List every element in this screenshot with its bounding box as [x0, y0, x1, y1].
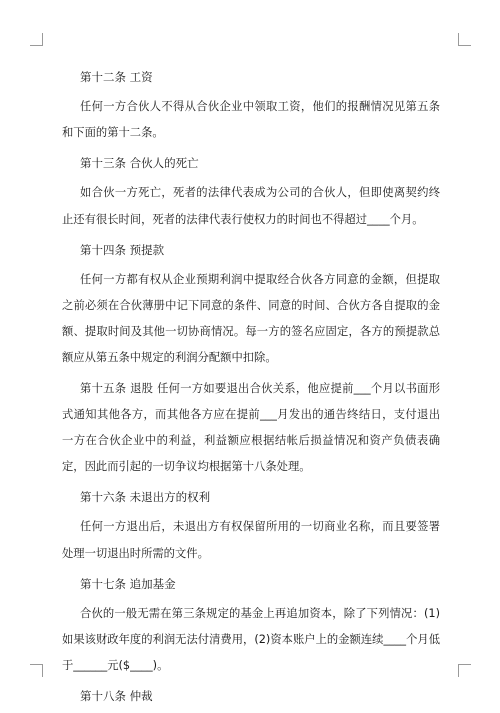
- article-12-heading: 第十二条 工资: [80, 70, 153, 84]
- document-page: [62, 64, 440, 713]
- article-12-body: 任何一方合伙人不得从合伙企业中领取工资，他们的报酬情况见第五条和下面的第十二条。: [62, 100, 440, 140]
- article-13-body: 如合伙一方死亡，死者的法律代表成为公司的合伙人，但即使离契约终止还有很长时间，死者的法律代表行使权力的时间也不得超过____个月。: [62, 186, 440, 226]
- article-17-body: 合伙的一般无需在第三条规定的基金上再追加资本，除了下列情况：(1)如果该财政年度的利润无法付清费用，(2)资本账户上的金额连续____个月低于______元($____)。: [62, 606, 440, 673]
- article-15-body: 第十五条 退股 任何一方如要退出合伙关系，他应提前___个月以书面形式通知其他各方，而其他各方应在提前___月发出的通告终结日，支付退出一方在合伙企业中的利益，利益额应根据结帐后损益情况和资产负债表确定，因此而引起的一切争议均根据第十八条处理。: [62, 381, 440, 474]
- article-14-heading: 第十四条 预提款: [80, 242, 165, 257]
- article-14-body: 任何一方都有权从企业预期利润中提取经合伙各方同意的金额，但提取之前必须在合伙薄册中记下同意的条件、同意的时间、合伙方各自提取的金额、提取时间及其他一切协商情况。每一方的签名应固定，各方的预提款总额应从第五条中规定的利润分配额中扣除。: [62, 272, 440, 365]
- crop-mark-bottom-right: [458, 664, 471, 677]
- article-18-heading: 第十八条 仲裁: [80, 689, 153, 704]
- crop-mark-top-right: [458, 33, 471, 46]
- crop-mark-top-left: [30, 33, 43, 46]
- article-16-heading: 第十六条 未退出方的权利: [80, 490, 211, 505]
- crop-mark-bottom-left: [30, 664, 43, 677]
- article-16-body: 任何一方退出后，未退出方有权保留所用的一切商业名称，而且要签署处理一切退出时所需的文件。: [62, 520, 440, 560]
- article-13-heading: 第十三条 合伙人的死亡: [80, 156, 199, 171]
- article-17-heading: 第十七条 追加基金: [80, 576, 176, 591]
